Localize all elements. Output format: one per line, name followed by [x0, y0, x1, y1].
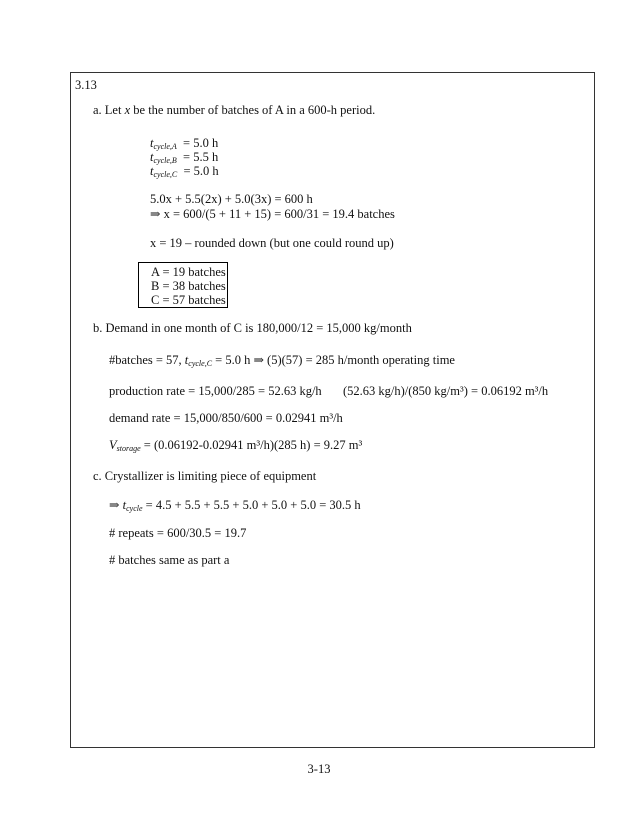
tcycle-b: $t_{cycle,B} = 5.5$ h — [150, 150, 219, 165]
production-rate-volume: (52.63 kg/h)/(850 kg/m³) = 0.06192 m³/h — [343, 384, 549, 398]
batches-operating-time: #batches = 57, $t_{cycle,C} = 5.0$ h ⇒ (5)(57) = 285 h/month operating time — [109, 353, 455, 368]
production-rate: production rate = 15,000/285 = 52.63 kg/h — [109, 384, 322, 398]
tcycle-c: $t_{cycle,C} = 5.0$ h — [150, 164, 219, 179]
result-c: C = 57 batches — [151, 293, 226, 307]
rounded-result: x = 19 – rounded down (but one could round up) — [150, 236, 394, 250]
solution-frame — [70, 72, 595, 748]
result-b: B = 38 batches — [151, 279, 226, 293]
result-box — [138, 262, 228, 308]
part-a-intro: a. Let x be the number of batches of A in a 600-h period. — [93, 103, 376, 117]
result-a: A = 19 batches — [151, 265, 226, 279]
batches-same: # batches same as part a — [109, 553, 230, 567]
equation-batches: 5.0x + 5.5(2x) + 5.0(3x) = 600 h — [150, 192, 313, 206]
page-number: 3-13 — [307, 762, 331, 776]
demand-rate: demand rate = 15,000/850/600 = 0.02941 m³/h — [109, 411, 343, 425]
tcycle-a: $t_{cycle,A} = 5.0$ h — [150, 136, 219, 151]
problem-number: 3.13 — [75, 78, 97, 92]
cycle-time-equation: ⇒ $t_{cycle} = 4.5 + 5.5 + 5.5 + 5.0 + 5.0 + 5.0 = 30.5$ h — [109, 498, 361, 513]
part-b-intro: b. Demand in one month of C is 180,000/12 = 15,000 kg/month — [93, 321, 412, 335]
part-c-intro: c. Crystallizer is limiting piece of equipment — [93, 469, 317, 483]
storage-volume: $V_{storage} = (0.06192-0.02941$ m³/h)(285 h) = 9.27 m³ — [109, 438, 363, 453]
equation-solution: ⇒ x = 600/(5 + 11 + 15) = 600/31 = 19.4 batches — [150, 207, 395, 221]
repeats: # repeats = 600/30.5 = 19.7 — [109, 526, 247, 540]
